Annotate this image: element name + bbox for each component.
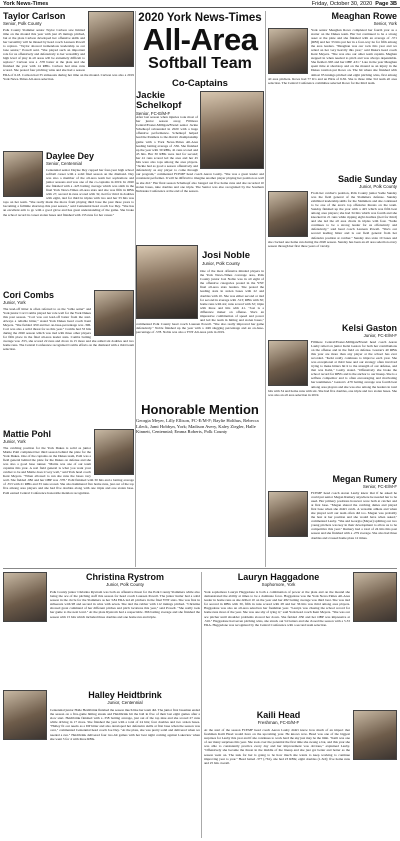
player-christina [3,572,200,684]
text-wrap-spacer [3,708,50,740]
honorable-mention-heading: Honorable Mention [141,402,259,417]
feature-title-line1: 2020 York News-Times [138,12,262,24]
player-school: Senior, Centennial [46,161,82,166]
player-text-body: Centennial junior Halle Heidtbrink finished the season much like her team did. The junior first baseman ended the season on a five-game hitting streak and Heidtbrink hit the ball in five of their last eight games after a slow start. Heidtbrink finished with a .358 batting average, just out of the top nine and she scored 27 runs while driving in 17 more. She finished the year with a total of 24 hits; four doubles and two stolen bases. "Halley fit our needs as a DP hitter and also developed her defensive skills at first base when the season was over," commented Centennial head coach Joe Dey. "At the plate, she was pretty solid and delivered when we needed a run." Heidtbrink delivered four two-hit games with her best night coming against Lakeview when she went 3 for 4 with three RBIs. [50,708,200,741]
player-school: Senior, FC-E/M-F [136,111,171,116]
player-text-body: At the start of the season FCEMF head coach Aaron Lauby didn't know how much of an impact that freshman Kaili Head would have on the upcoming year. He knows now. Head was one of the biggest surprises for Lauby this year and if she continues to work hard the sky just may be the limit. "Kaili was one of our many surprises this year. She took over the potential the first time she swung a bat, and this year she was able to consistently practice every day and her improvement was obvious," explained Lauby. "Offensively she became the threat in the middle of the lineup and she just got better and better as the season went on. The task for her is going to be how much she wants to keep working to continue improving year to year." Head batted .377 (.761), she had 23 RBIs; eight doubles (1-3rd); five home runs and 25 hits overall. [204,728,350,765]
header-page: Page 3B [375,0,397,7]
player-name: Josi Noble [202,250,251,261]
player-school: Junior, Polk County [106,582,144,587]
player-photo [3,151,43,197]
player-cori [3,290,134,425]
player-text [3,590,200,622]
player-name: Jackie Schelkopf [136,90,182,111]
player-text [136,115,264,193]
player-school: Freshman, FC-E/M-F [257,720,300,725]
text-wrap-spacer [350,728,397,760]
player-name: Lauryn Haggadone [237,572,320,582]
josi-name-block [202,251,264,268]
player-kelsi [268,323,397,473]
player-text: The lead-off hitter is often referred to as the "table setter" and York junior Cori Combs played her role well for the York Dukes this past season. "Cori was our lead-off batter from the start. Always a reliable hitter," stated York Dukes head coach Kent Meyers. "She fielded .950 and her on-base-percentage was .396. Cori was also a solid threat for us this year." Combs had 33 hits during the 2020 season which was tied with three other players for fifth place in the final all-area leader stats. Combs batting average was .355, she scored 22 runs and drove in 15 more and she added six doubles and two home runs. The Central Conference recognized Combs efforts on the diamond with a third team selection. [3,306,134,352]
player-school: Senior, York [373,21,397,26]
player-photo [268,491,308,537]
name-block [50,690,200,707]
player-name: Halley Heidtbrink [88,690,162,700]
player-school: Senior, Polk County [3,21,42,26]
player-text: Fillmore Central/Exeter-Milligan/Friend head coach Aaron Lauby relied on junior Kelsi Gaston for both her contributions on the offense and in the field on defense. Gaston's 40 RBIs this year are more than any player at the school has ever recorded. "Kelsi really continues to improve each year. She was exceptional at third base and our strategy often involved trying to make hitters hit it to the strength of our defense, and that was Kelsi," Lauby stated. "Offensively she broke the school record for RBI's and is the anchor to our lineup. She is a selfless competitor and is often encouraging and motivating her teammates." Gaston's .479 batting average was fourth best among area players and she was also among the leaders in total hits with 34 and home runs with six. She had five doubles, one triple and two stolen bases. She was also an all area selection in 2019. [268,339,397,397]
name-block [268,474,397,490]
player-school: Junior, Centennial [107,700,143,705]
player-text [204,590,397,627]
text-wrap-spacer [198,115,264,171]
player-text: Centennial senior Daylee Dey capped her four-year high school softball career with a solid final season on the diamond. Dey was also a member of the all-area team her sophomore and junior seasons and was one of the co-captains in 2019. In 2020 she finished with a .423 batting average which was sixth in the final York News-Times all-area stats and she was fifth in RBIs with 27, second in runs scored with 32, tied for third in doubles with eight, tied for third in triples with two and her 33 hits was tops on her team. "She really made the move from playing third base the past three years to becoming a fulltime shortstop this past season," said Centennial head coach Joe Dey. "She has an excellent arm to go with a good glove and has great understanding of the game. She broke the school record in career stolen bases and finished with 133 runs for her career." [3,167,134,217]
name-block [268,174,397,190]
feature-title-line2: All-Area [142,22,258,57]
player-text-body: One of the most offensive minded players in the York News-Times coverage area, Polk County junior Josi Noble was in all eight of the offensive categories posted in the YNT final all-area stats leaders. She posted the leading stats in stolen bases with 22 and doubles with 10. She was either second or tied for second in average with .513; RBIs with 30; home runs with six; runs scored with 32; triple with three and hits with 41. "Josi is a difference maker on offense. She's an impressive combination of speed and power and led the team in hitting and stolen bases," commented Polk County head coach Laureen Powell. "She also really improved her game defensively." Noble finished up the year with a .949 slugging percentage and an on-base-percentage of .578. Noble was also a YNT All-Area pick in 2019. [136,269,264,335]
player-photo [268,28,308,74]
player-school: Sophomore, York [261,582,296,587]
player-name: Kelsi Gaston [341,323,397,333]
player-name: Taylor Carlson [3,11,66,21]
name-block [204,572,353,589]
player-name: Sadie Sunday [337,174,397,184]
player-name: Megan Rumery [332,474,397,484]
player-text [204,728,397,765]
player-sadie [268,174,397,322]
player-name: Christina Rystrom [85,572,165,582]
player-meaghan [268,11,397,173]
player-text: York senior Meaghan Rowe completed her fourth year as a starter on the Dukes team. Her bat continued to be a strong asset at the plate and she finished with an average of .371 (RBI) and her 33 hits put her in a four-way tie for fifth among the area leaders. "Meaghan was our rock this year and we relied on her very heavily this year," said Duke's head coach Kent Meyers. "She was also our other team captain. Meghan stepped in when needed to pitch and was always dependable. She fielded .965 and her OBP .431." Late in the year Meaghan spent time at shortstop and on the mound as an injury in the Dukes rotation put Rowe on. The hit where she finished with almost 95 innings pitched and eight pitching wins, first among all area pitchers. Rowe had 77 K's and an ERA of 6.36. She is three time 3rd team all area selection. The Central Conference committee selected Rowe for the third team. [268,27,397,85]
player-text-body: Polk County junior Christina Rystrom was both an offensive threat for the Polk County Slammers while also being the ace of the pitching staff this season for head coach Laureen Powell. The junior hurler had a solid season in the circle for the Slammers as her 3.84 ERA led all pitchers in the final YNT stats. She was first in strikeouts with 98 and second in wins with seven. She tied the rubber with 112 innings pitched. "Christina showed great command of her different pitches and pitch locations this year," said Powell. "She really took her game to the next level." At the plate Rystrom had a respectable .366 batting average and she finished the season with 15 hits which included three doubles and one home run and triple. [50,590,200,619]
player-school: Junior, Polk County [359,184,397,189]
player-school: Junior, Polk County [202,261,240,266]
name-block [268,323,397,339]
header-paper-name: York News-Times [3,0,49,7]
player-halley [3,690,200,840]
player-daylee [3,151,134,286]
player-lauryn [204,572,397,706]
player-text: Polk County Slammer senior Taylor Carlson saw limited time on the mound this year with just 45 innings pitched, but at the plate Carlson developed her offensive skills and her versatility will be missed by head coach Laureen Powell to replace. "Taylor showed tremendous leadership as our lone senior," Powell said. "She played such an important role for us offensively and defensively to her versatility and high level of play in all areas will be extremely difficult to replace." Carlson was a .378 batter at the plate and she finished the year with 14 RBIs. Carlson had nine runs scored. She posted four pitching wins and she had a season ERA of 6.18. Carlson had 35 strikeouts during her time on the mound. Carlson was also a 2019 York News-Times All-Area selection. [3,27,134,81]
page-header [0,0,400,8]
right-column [268,11,397,570]
player-mattie [3,429,134,579]
honorable-mention-list: Georgia Meyer, Lilly Ellison, FC-E/M-F; Baylie Holthus, Rebecca Lileck, Jami Hobbyn, York; Madison Avery, Kaley Ziegler, Halle Kinnett, Centennial; Emma Roberts, Polk County [136,418,259,435]
player-school: Junior, York [3,439,26,444]
player-photo [94,290,134,336]
player-text: FCEMF head coach Aaron Lauby knew that if he asked he could put senior Megan Rumery anywhere he needed her to be used. Her primary positions however were both at catcher and at first base. "Megan shared the catching duties and played first base when she didn't catch. A versatile athlete and when she played well our team often did too. Megan was probably the best at her position and she would have when asked," commented Lauby. "She and Georgia (Meyer) splitting our two young pitchers was key in their development to allow us to be competitive this year." Rumery had a total of 24 hits this past season and she finished with a .279 average. She also had three doubles and crossed home plate 12 times. [311,490,397,540]
header-right [312,1,397,7]
player-text-body: After last season when injuries took most of her junior season away, Fillmore Central/Exeter-Milligan/Friend senior Jackie Schelkopf rebounded in 2020 with a huge offensive performance. Schelkopf helped lead the Panthers to the district championship game with a York News-Times All-Area leading batting average of .536. She finished up the year with 30 RBIs, 41 runs scored and 45 hits. Her 30 RBIs were tied for second; her 41 runs scored led the area and her 45 hits were also tops among the area players. "Jackie had as good a season offensively and defensively as any player to come through our program," commented FCEMF head coach Aaron Lauby. "She was a great leader and consistent performer. It will be difficult to imagine another player playing her position as well as she did." Her final season Schelkopf also banged out five home runs and she recorded 10 stolen bases, nine doubles and one triple. The Senior was also recognized by the Southern Nebraska Conference at the end of the season. [136,115,264,193]
header-date: Friday, October 30, 2020 [311,0,373,7]
feature-title-line3: Softball Team [148,55,252,72]
text-wrap-spacer [350,590,397,622]
player-kaili [204,710,397,840]
player-school: Junior, York [3,300,26,305]
name-block [268,11,397,27]
text-wrap-spacer [3,590,50,622]
player-taylor [3,11,134,149]
player-name: Kaili Head [256,710,301,720]
player-school: Junior, FC-E/M-F [363,333,397,338]
player-photo [88,11,134,67]
player-name: Daylee Dey [46,151,95,161]
bottom-divider [3,568,397,569]
player-school: Senior, FC-E/M-F [362,484,397,489]
player-text [3,708,200,741]
player-photo [94,429,134,475]
left-column [3,11,134,579]
player-name: Cori Combs [3,290,55,300]
player-text [136,269,264,335]
player-megan [268,474,397,570]
column-divider [265,11,266,567]
player-text-body: York sophomore Lauryn Haggadone is both a combination of power at the plate and on the mound she demonstrated the ability at times to be a dominate force. Haggadone was the York News-Times All-Area leader in home runs as she drilled 10 on the year and her 482 batting average was third best. She was tied for second in RBIs with 30, fifth in runs scored with 28 and her 36 hits was third among area players. Haggadone was also an all-area selection her freshman year. "Lauryn was chasing the school record for home runs most of the year. She was one shy of tying it," said York head coach Kent Meyers. "She was our ace pitcher until shoulder problems slowed her down. She fielded .950 and her OBP was impressive at .516." Haggadone had seven pitching wins, she struck out 54 batters and she closed the season with a 5.33 ERA. Haggadone was recognized by the Central Conference with a second team selection. [204,590,350,627]
player-text: The catching position for the York Dukes is solid as junior Mattie Pohl completed her third season behind the plate for the York Dukes. One of the captains on the Dukes team, Pohl was a field general behind the plate for the Dukes on defense and she was also a good base runner. "Mattie was one of our team captains this year. A real field general is what you want your catcher to be and Mattie does it very well," said York head coach Kent Meyers. "When allowed to run she runs the bases very well. She fielded .982 and her OBP was .378." Pohl finished with 30 hits and a batting average of .353 with 21 RBIs and 33 runs scored. She also hammered five home runs, just out of the top five among area players and she had five doubles along with one triple and one stolen base. Pohl earned Central Conference honorable mention recognition. [3,445,134,495]
player-jackie [136,91,264,239]
name-block [204,710,353,727]
player-name: Mattie Pohl [3,429,52,439]
player-text: From her catcher's position, Polk County junior Sadie Sunday was the field general of the Slammers defense. Sunday exhibited leadership skills for the Slammers and she continued to be one of the area's top offensive threats on the team. Sunday finished up the year with a 425 which was fifth best among area players; she had 34 hits which was fourth and she knocked in 21 runs while ripping eight doubles (tied for third) and she led the all area charts in triples with four. "Sadie continues to be a strong leader for us offensively and defensively," said head coach Laureen Powell. "She's our second leading hitter and is our field general from her defensive position at catcher." Sunday also stole 10 bases and she clocked one home run during the 2020 season. Sunday has been an all area selection every season through her first three years of varsity. [268,190,397,248]
cocaptains-heading: Co-Captains [172,78,228,89]
text-wrap-spacer [136,269,200,321]
column-divider [201,572,202,838]
player-photo [268,191,308,237]
player-name: Meaghan Rowe [331,11,397,21]
player-photo [268,340,308,386]
player-josi [136,245,264,395]
name-block [50,572,200,589]
center-column [136,12,264,435]
